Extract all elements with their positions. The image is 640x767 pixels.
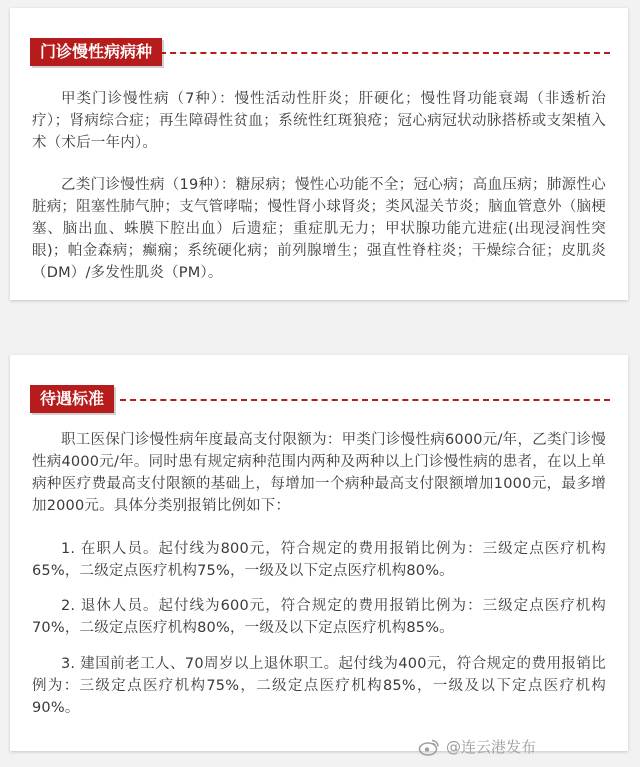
weibo-watermark	[418, 736, 536, 757]
dashed-divider	[120, 399, 610, 401]
employed-item: 1. 在职人员。起付线为800元，符合规定的费用报销比例为：三级定点医疗机构65%，二级定点医疗机构75%，一级及以下定点医疗机构80%。	[32, 541, 606, 579]
disease-list-card	[10, 8, 628, 300]
benefit-standard-card	[10, 355, 628, 751]
dashed-divider	[160, 52, 610, 54]
retired-item: 2. 退休人员。起付线为600元，符合规定的费用报销比例为：三级定点医疗机构70%，二级定点医疗机构80%，一级及以下定点医疗机构85%。	[32, 598, 606, 636]
weibo-icon	[418, 738, 440, 756]
veteran-item: 3. 建国前老工人、70周岁以上退休职工。起付线为400元，符合规定的费用报销比例为：三级定点医疗机构75%，二级定点医疗机构85%，一级及以下定点医疗机构90%。	[32, 656, 606, 716]
class-a-paragraph: 甲类门诊慢性病（7种）：慢性活动性肝炎；肝硬化；慢性肾功能衰竭（非透析治疗）；肾病综合症；再生障碍性贫血；系统性红斑狼疮；冠心病冠状动脉搭桥或支架植入术（术后一年内）。	[32, 91, 606, 151]
section-title-tag: 待遇标准	[30, 385, 114, 413]
section-title-tag: 门诊慢性病病种	[30, 38, 162, 66]
payment-limit-paragraph: 职工医保门诊慢性病年度最高支付限额为：甲类门诊慢性病6000元/年，乙类门诊慢性病4000元/年。同时患有规定病种范围内两种及两种以上门诊慢性病的患者，在以上单病种医疗费最高支付限额的基础上，每增加一个病种最高支付限额增加1000元，最多增加2000元。具体分类别报销比例如下：	[32, 432, 606, 514]
watermark-text: @连云港发布	[446, 738, 537, 756]
class-b-paragraph: 乙类门诊慢性病（19种）：糖尿病；慢性心功能不全；冠心病；高血压病；肺源性心脏病；阻塞性肺气肿；支气管哮喘；慢性肾小球肾炎；类风湿关节炎；脑血管意外（脑梗塞、脑出血、蛛膜下腔出血）后遗症；重症肌无力；甲状腺功能亢进症(出现浸润性突眼)；帕金森病；癫痫；系统硬化病；前列腺增生；强直性脊柱炎；干燥综合征；皮肌炎（DM）/多发性肌炎（PM）。	[32, 177, 606, 281]
